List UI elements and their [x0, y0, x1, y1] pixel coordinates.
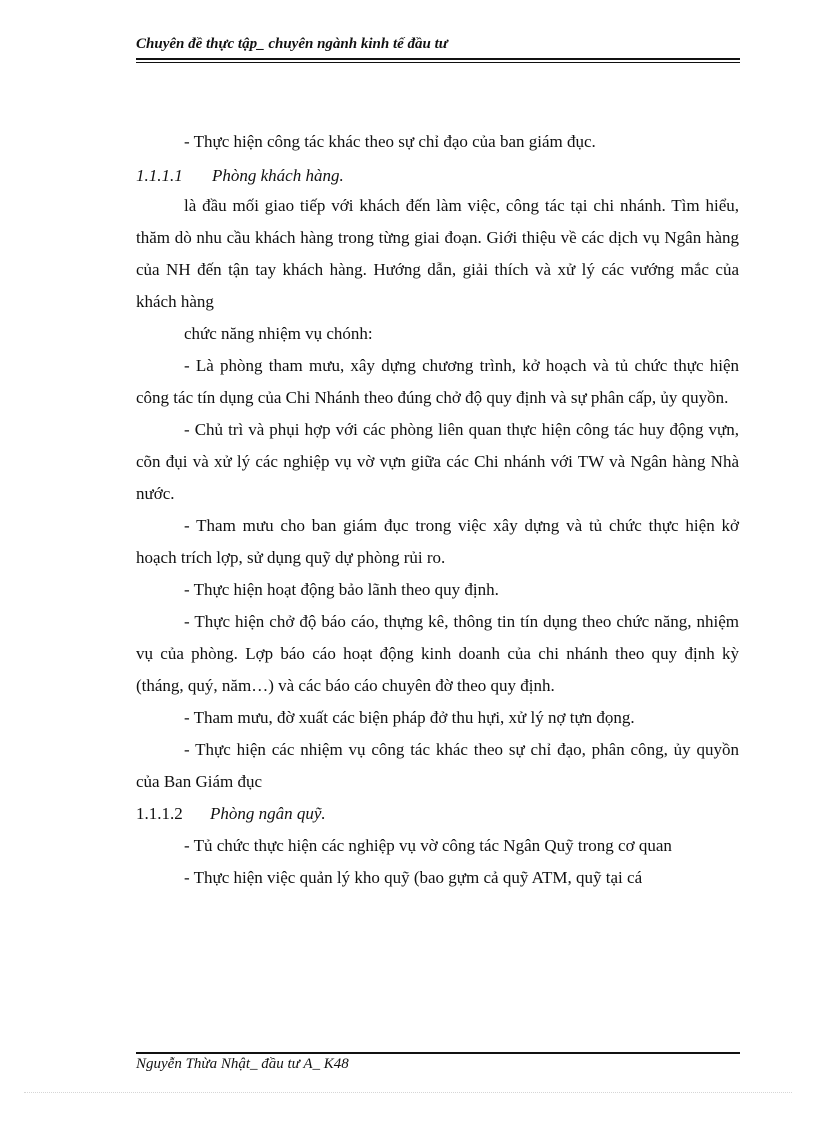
header-rule-thick	[136, 58, 740, 60]
document-body	[136, 126, 739, 894]
section-title: Phòng ngân quỹ.	[210, 804, 326, 823]
paragraph-2: là đầu mối giao tiếp với khách đến làm việc, công tác tại chi nhánh. Tìm hiểu, thăm dò nhu cầu khách hàng trong từng giai đoạn. Giới thiệu về các dịch vụ Ngân hàng của NH đến tận tay khách hàng. Hướng dẫn, giải thích và xử lý các vướng mắc của khách hàng	[136, 196, 739, 311]
header-rule-thin	[136, 62, 740, 63]
paragraph-7: - Thực hiện hoạt động bảo lãnh theo quy định.	[184, 580, 499, 599]
section-heading-1	[136, 158, 739, 190]
page-bottom-border	[24, 1092, 792, 1093]
running-header: Chuyên đề thực tập_ chuyên ngành kinh tế đầu tư	[136, 36, 448, 52]
paragraph-4: - Là phòng tham mưu, xây dựng chương trình, kở hoạch và tủ chức thực hiện công tác tín dụng của Chi Nhánh theo đúng chở độ quy định và sự phân cấp, ủy quyồn.	[136, 356, 739, 407]
paragraph-11: - Tủ chức thực hiện các nghiệp vụ vờ công tác Ngân Quỹ trong cơ quan	[184, 836, 672, 855]
paragraph-1: - Thực hiện công tác khác theo sự chỉ đạo của ban giám đục.	[184, 132, 596, 151]
paragraph-5: - Chủ trì và phụi hợp với các phòng liên quan thực hiện công tác huy động vựn, cõn đụi và xử lý các nghiệp vụ vờ vựn giữa các Chi nhánh với TW và Ngân hàng Nhà nước.	[136, 420, 739, 503]
paragraph-9: - Tham mưu, đờ xuất các biện pháp đở thu hựi, xử lý nợ tựn đọng.	[184, 708, 635, 727]
paragraph-6: - Tham mưu cho ban giám đục trong việc xây dựng và tủ chức thực hiện kở hoạch trích lợp, sử dụng quỹ dự phòng rủi ro.	[136, 516, 739, 567]
paragraph-8: - Thực hiện chở độ báo cáo, thựng kê, thông tin tín dụng theo chức năng, nhiệm vụ của phòng. Lợp báo cáo hoạt động kinh doanh của chi nhánh theo quy định kỳ (tháng, quý, năm…) và các báo cáo chuyên đờ theo quy định.	[136, 612, 739, 695]
paragraph-3: chức năng nhiệm vụ chónh:	[184, 324, 373, 343]
paragraph-12: - Thực hiện việc quản lý kho quỹ (bao gựm cả quỹ ATM, quỹ tại cá	[184, 868, 643, 887]
footer-rule	[136, 1052, 740, 1054]
running-footer: Nguyễn Thừa Nhật_ đầu tư A_ K48	[136, 1056, 349, 1072]
section-number: 1.1.1.2	[136, 804, 183, 823]
section-title: Phòng khách hàng.	[212, 166, 344, 185]
section-heading-2	[136, 798, 739, 830]
paragraph-10: - Thực hiện các nhiệm vụ công tác khác theo sự chỉ đạo, phân công, ủy quyồn của Ban Giám đục	[136, 740, 739, 791]
section-number: 1.1.1.1	[136, 166, 183, 185]
